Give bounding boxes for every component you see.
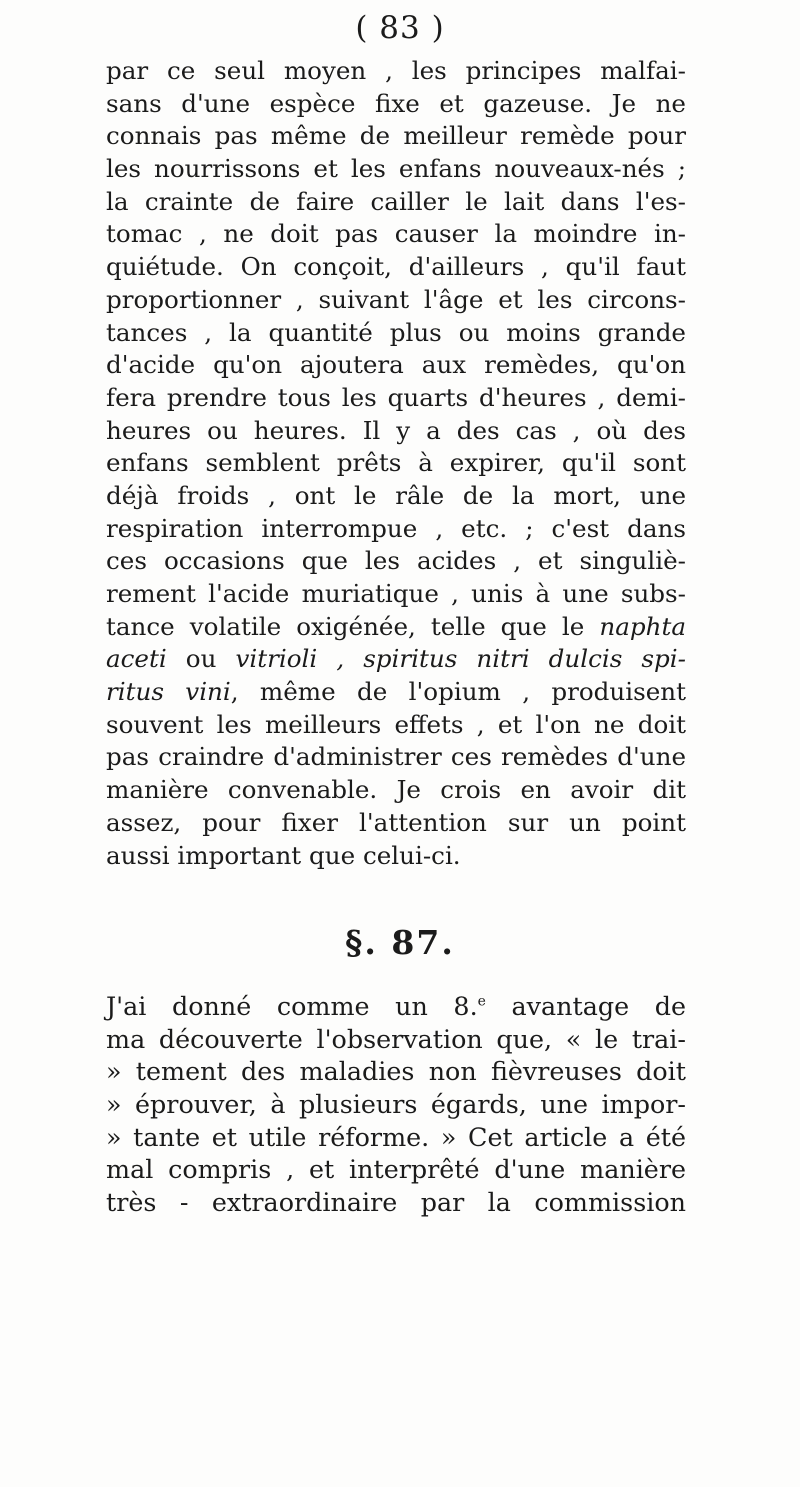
text-line: par ce seul moyen , les principes malfai- [106, 56, 686, 85]
text-line: mal compris , et interprêté d'une manière [106, 1154, 686, 1185]
text-line: fera prendre tous les quarts d'heures , demi- [106, 382, 686, 412]
paragraph-continuation [106, 55, 686, 872]
text-line: souvent les meilleurs effets , et l'on ne doit [106, 709, 686, 739]
ordinal-superscript: e [477, 993, 486, 1010]
text-line: » tante et utile réforme. » Cet article a été [106, 1121, 686, 1152]
text-line: ces occasions que les acides , et singuliè- [106, 546, 686, 576]
text-segment: , même de l'opium , produisent [230, 677, 687, 707]
text-line: connais pas même de meilleur remède pour [106, 121, 686, 151]
text-line: heures ou heures. Il y a des cas , où des [106, 415, 686, 445]
italic-term: vitrioli , spiritus nitri dulcis spi- [235, 644, 686, 674]
text-line-mixed [106, 643, 686, 676]
text-line: rement l'acide muriatique , unis à une subs- [106, 579, 686, 608]
text-line: assez, pour fixer l'attention sur un point [106, 807, 686, 837]
italic-term: naphta [599, 611, 686, 641]
text-line: respiration interrompue , etc. ; c'est dans [106, 513, 686, 543]
text-line: la crainte de faire cailler le lait dans l'es- [106, 186, 686, 216]
text-line: les nourrissons et les enfans nouveaux-nés ; [106, 154, 686, 184]
text-line: manière convenable. Je crois en avoir dit [106, 775, 686, 805]
text-segment: ou [166, 644, 236, 674]
text-line: sans d'une espèce fixe et gazeuse. Je ne [106, 88, 686, 118]
text-line: enfans semblent prêts à expirer, qu'il sont [106, 448, 686, 478]
text-line: tances , la quantité plus ou moins grande [106, 317, 686, 347]
text-line: très - extraordinaire par la commission [106, 1187, 686, 1218]
text-line: ma découverte l'observation que, « le trai- [106, 1023, 686, 1054]
italic-term: ritus vini [106, 677, 231, 707]
paragraph-section-87 [106, 990, 686, 1219]
text-line: tomac , ne doit pas causer la moindre in- [106, 219, 686, 249]
text-line-mixed [106, 676, 686, 709]
text-segment: avantage de [485, 991, 687, 1021]
italic-term: aceti [106, 644, 167, 674]
text-line: » tement des maladies non fièvreuses doit [106, 1056, 686, 1087]
text-line: déjà froids , ont le râle de la mort, une [106, 480, 686, 510]
text-line: aussi important que celui-ci. [106, 840, 461, 870]
text-segment: tance volatile oxigénée, telle que le [106, 611, 600, 641]
text-line: quiétude. On conçoit, d'ailleurs , qu'il faut [106, 252, 686, 282]
text-line: d'acide qu'on ajoutera aux remèdes, qu'on [106, 350, 686, 380]
text-line-mixed [106, 990, 686, 1023]
text-line-mixed [106, 611, 686, 644]
text-line: pas craindre d'administrer ces remèdes d'une [106, 742, 686, 772]
text-line: proportionner , suivant l'âge et les circons- [106, 284, 686, 314]
text-segment: J'ai donné comme un 8. [106, 991, 478, 1021]
text-line: » éprouver, à plusieurs égards, une impor- [106, 1089, 686, 1120]
section-heading: §. 87. [345, 923, 455, 962]
page-number: ( 83 ) [355, 10, 445, 46]
